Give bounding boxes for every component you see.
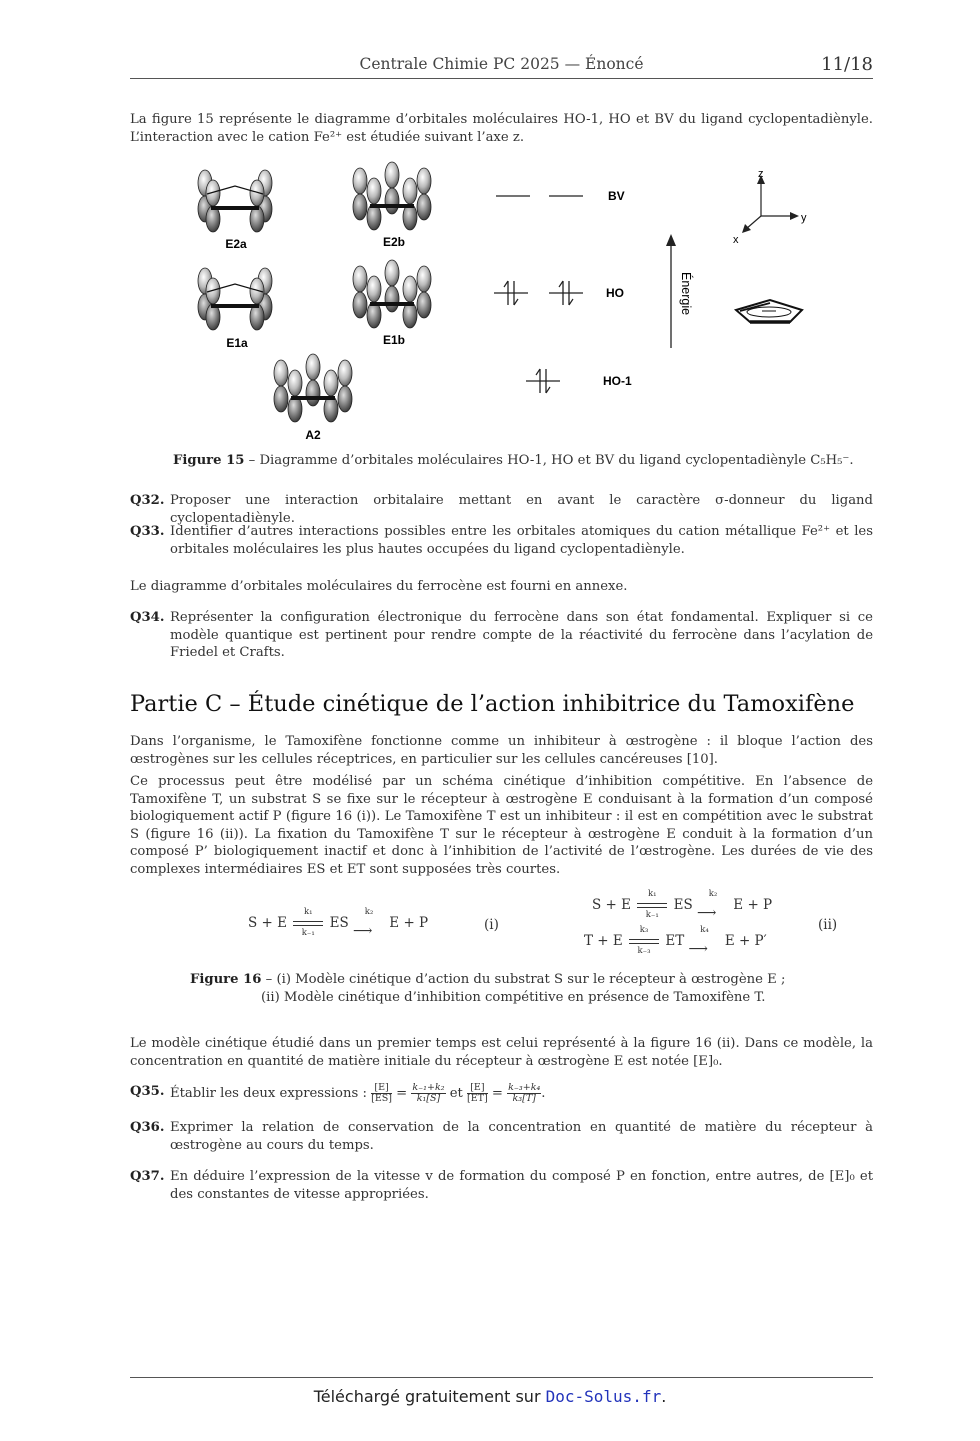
section-paragraph-1: Dans l’organisme, le Tamoxifène fonctionne comme un inhibiteur à œstrogène : il bloque l’action des œstrogènes sur les cellules réceptrices, en particulier sur les cellules cancéreuses [10].: [130, 734, 873, 767]
equation-ii-2: T + E $\frac{\text{k₃}}{\text{k₋₃}}$ ET k₄ ⟶ E + P′: [584, 924, 767, 957]
section-paragraph-3: Le modèle cinétique étudié dans un premier temps est celui représenté à la figure 16 (ii). Dans ce modèle, la concentration en quantité de matière initiale du récepteur à œstrogène E est notée [E]₀.: [130, 1036, 873, 1069]
axis-y: y: [801, 212, 807, 224]
section-paragraph-2: Ce processus peut être modélisé par un schéma cinétique d’inhibition compétitive. En l’absence de Tamoxifène T, un substrat S se fixe sur le récepteur à œstrogène E conduisant à la formation d’un composé biologiquement actif P (figure 16 (i)). Le Tamoxifène T est un inhibiteur : il est en compétition avec le substrat S (figure 16 (ii)). La fixation du Tamoxifène T sur le récepteur à œstrogène E conduit à la formation d’un composé P’ biologiquement inactif et donc à l’inhibition de l’activité de l’œstrogène. Les durées de vie des complexes intermédiaires ES et ET sont supposées très courtes.: [130, 774, 873, 877]
section-title: Partie C – Étude cinétique de l’action inhibitrice du Tamoxifène: [130, 691, 855, 717]
energy-label: Énergie: [679, 272, 693, 316]
equation-i-tag: (i): [484, 917, 499, 933]
figure-16-caption-line-2: (ii) Modèle cinétique d’inhibition compétitive en présence de Tamoxifène T.: [261, 990, 766, 1005]
page-footer: Téléchargé gratuitement sur Doc-Solus.fr.: [313, 1387, 667, 1406]
question-q33: Q33. Identifier d’autres interactions possibles entre les orbitales atomiques du cation métallique Fe²⁺ et les orbitales moléculaires les plus hautes occupées du ligand cyclopentadiènyle.: [130, 524, 873, 557]
figure-15-caption: Figure 15 – Diagramme d’orbitales moléculaires HO-1, HO et BV du ligand cyclopentadiènyle C₅H₅⁻.: [173, 453, 854, 468]
level-ho-1: [526, 369, 560, 393]
question-q32: Q32. Proposer une interaction orbitalaire mettant en avant le caractère σ-donneur du ligand cyclopentadiènyle.: [130, 493, 873, 526]
level-ho: [494, 281, 583, 305]
equation-ii-tag: (ii): [818, 917, 838, 933]
label-ho: HO: [606, 286, 624, 300]
label-e1a: E1a: [226, 336, 248, 350]
equilibrium-arrow: $\frac{\text{k₁}}{\text{k₋₁}}$: [291, 917, 325, 931]
page-number: 11/18: [821, 54, 873, 75]
orbital-e2b: [353, 162, 431, 230]
doc-solus-link[interactable]: Doc-Solus.fr: [545, 1387, 662, 1406]
label-bv: BV: [608, 189, 625, 203]
question-q36: Q36. Exprimer la relation de conservation de la concentration en quantité de matière du récepteur à œstrogène au cours du temps.: [130, 1120, 873, 1153]
label-a2: A2: [305, 428, 321, 442]
figure-15-diagram: [180, 160, 840, 450]
question-q35: Q35. Établir les deux expressions : $\frac{[E]}{[ES]}$ = $\frac{\text{k₋₁+k₂}}{\text{k₁[S]}}$ et $\frac{[E]}{[ET]}$ = $\frac{\text{k₋₃+k₄}}{\text{k₃[T]}}$ .: [130, 1082, 546, 1104]
intro-paragraph: La figure 15 représente le diagramme d’orbitales moléculaires HO-1, HO et BV du ligand cyclopentadiènyle. L’interaction avec le cation Fe²⁺ est étudiée suivant l’axe z.: [130, 112, 873, 145]
equation-ii-1: S + E $\frac{\text{k₁}}{\text{k₋₁}}$ ES k₂ ⟶ E + P: [592, 888, 773, 921]
page-header: [130, 54, 873, 79]
equation-i: S + E $\frac{\text{k₁}}{\text{k₋₁}}$ ES k₂ ⟶ E + P: [248, 906, 429, 939]
question-q37: Q37. En déduire l’expression de la vitesse v de formation du composé P en fonction, entre autres, de [E]₀ et des constantes de vitesse appropriées.: [130, 1169, 873, 1202]
label-e1b: E1b: [382, 333, 406, 347]
header-title: Centrale Chimie PC 2025 — Énoncé: [359, 55, 644, 73]
orbital-e1a: [198, 268, 272, 330]
label-ho-1: HO-1: [603, 374, 632, 388]
axis-z: z: [758, 168, 764, 180]
label-e2b: E2b: [382, 235, 406, 249]
axis-x: x: [733, 234, 739, 246]
question-q34: Q34. Représenter la configuration électronique du ferrocène dans son état fondamental. Expliquer si ce modèle quantique est pertinent pour rendre compte de la réactivité du ferrocène dans l’acylation de Friedel et Crafts.: [130, 610, 873, 660]
annex-note: Le diagramme d’orbitales moléculaires du ferrocène est fourni en annexe.: [130, 579, 628, 594]
label-e2a: E2a: [225, 237, 247, 251]
axes-triad: [742, 175, 799, 233]
cyclopentadienyl-ring: [736, 300, 802, 322]
orbital-a2: [274, 354, 352, 422]
energy-arrow: [666, 234, 676, 348]
figure-16-caption-line-1: Figure 16 – (i) Modèle cinétique d’action du substrat S sur le récepteur à œstrogène E ;: [190, 972, 786, 987]
footer-divider: [130, 1377, 873, 1378]
orbital-e2a: [198, 170, 272, 232]
orbital-e1b: [353, 260, 431, 328]
